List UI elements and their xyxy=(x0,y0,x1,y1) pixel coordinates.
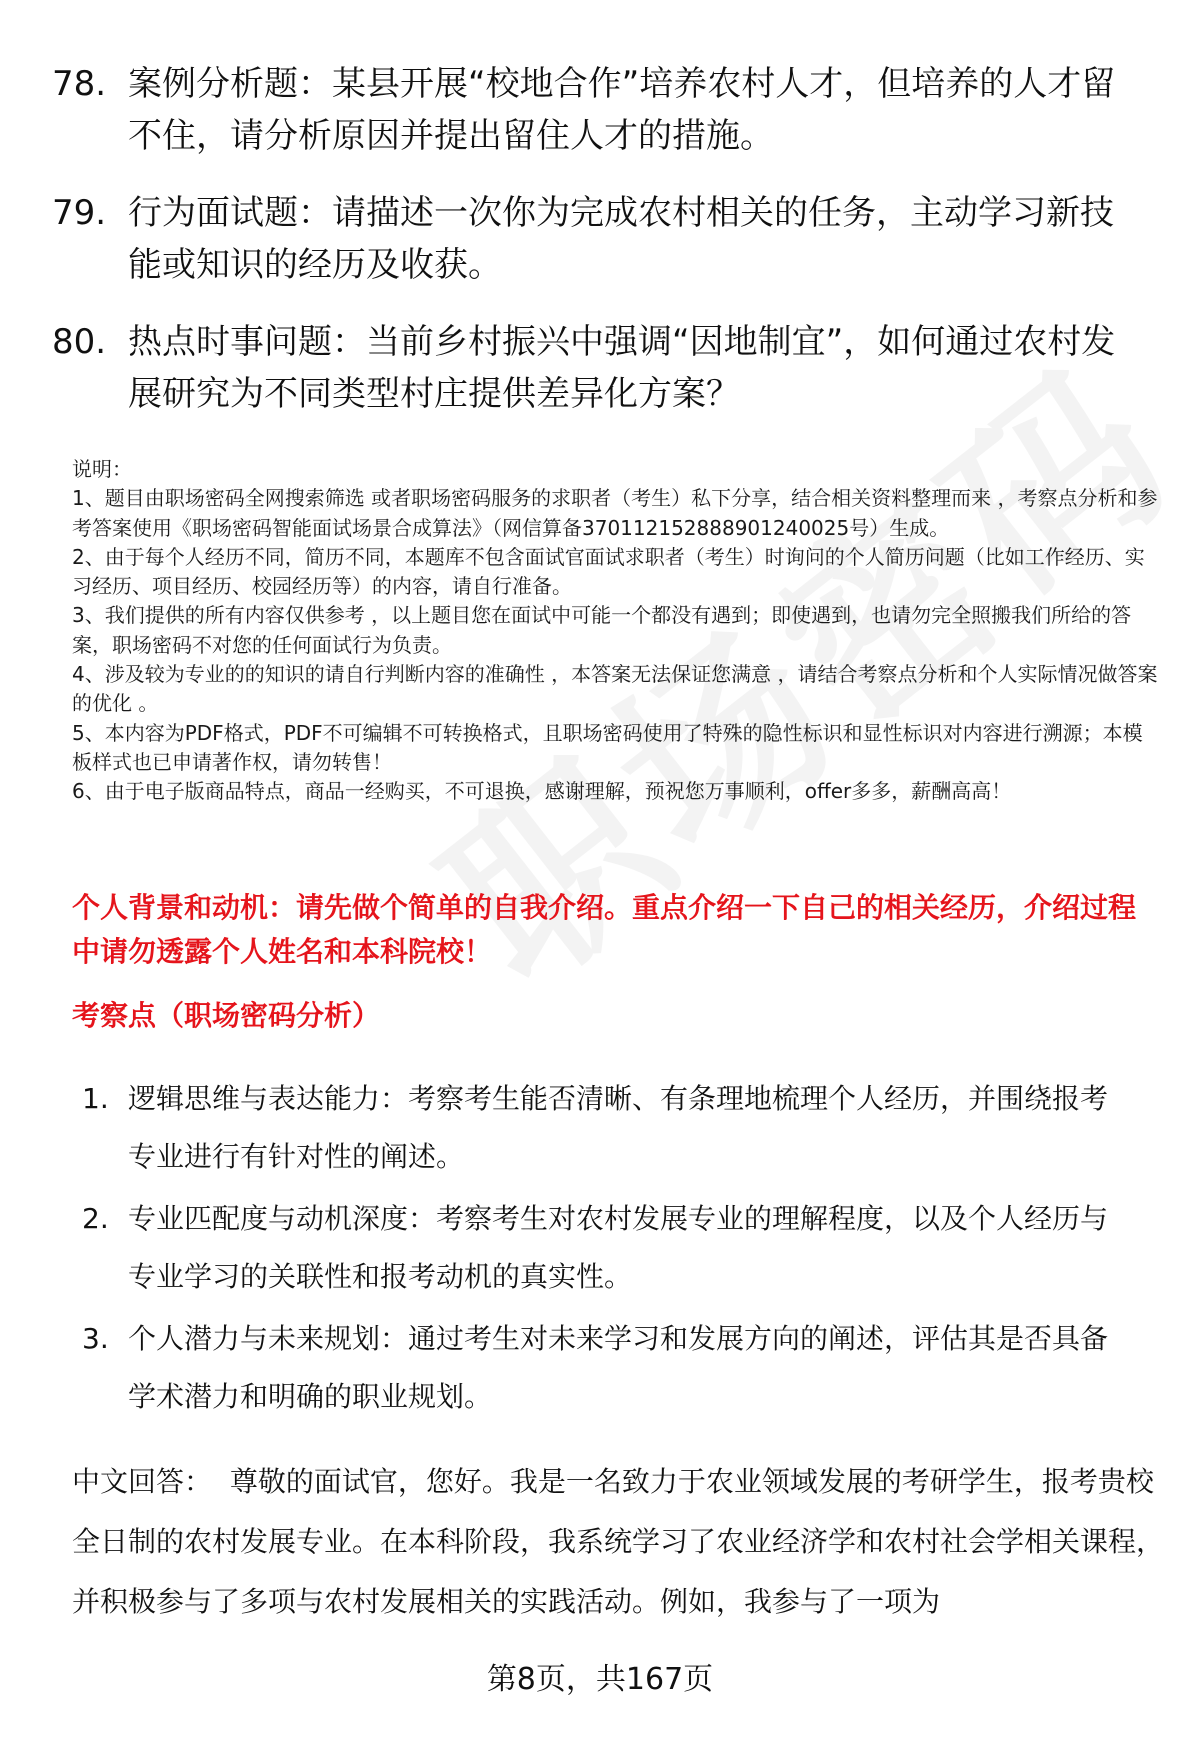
note-item: 5、本内容为PDF格式，PDF不可编辑不可转换格式，且职场密码使用了特殊的隐性标识和显性标识对内容进行溯源；本模板样式也已申请著作权，请勿转售！ xyxy=(72,720,1143,774)
point-text: 个人潜力与未来规划：通过考生对未来学习和发展方向的阐述，评估其是否具备学术潜力和明确的职业规划。 xyxy=(128,1322,1109,1413)
question-number: 79. xyxy=(52,193,107,233)
question-text: 热点时事问题：当前乡村振兴中强调“因地制宜”，如何通过农村发展研究为不同类型村庄提供差异化方案？ xyxy=(128,322,1116,414)
analysis-point-list xyxy=(82,1070,1162,1430)
analysis-point xyxy=(82,1070,1162,1186)
analysis-point xyxy=(82,1190,1162,1306)
question-item xyxy=(52,316,1152,420)
section-heading: 个人背景和动机：请先做个简单的自我介绍。重点介绍一下自己的相关经历，介绍过程中请勿透露个人姓名和本科院校！ xyxy=(72,891,1137,968)
analysis-heading: 考察点（职场密码分析） xyxy=(72,999,381,1032)
point-text: 专业匹配度与动机深度：考察考生对农村发展专业的理解程度，以及个人经历与专业学习的关联性和报考动机的真实性。 xyxy=(128,1202,1109,1293)
question-number: 78. xyxy=(52,64,107,104)
question-item xyxy=(52,187,1152,291)
note-item: 3、我们提供的所有内容仅供参考 ，以上题目您在面试中可能一个都没有遇到；即使遇到，也请勿完全照搬我们所给的答案，职场密码不对您的任何面试行为负责。 xyxy=(72,603,1132,657)
point-number: 3. xyxy=(82,1322,109,1355)
point-text: 逻辑思维与表达能力：考察考生能否清晰、有条理地梳理个人经历，并围绕报考专业进行有针对性的阐述。 xyxy=(128,1082,1109,1173)
question-list xyxy=(52,58,1152,445)
point-number: 1. xyxy=(82,1082,109,1115)
question-number: 80. xyxy=(52,322,107,362)
question-item xyxy=(52,58,1152,162)
note-item: 2、由于每个人经历不同，简历不同，本题库不包含面试官面试求职者（考生）时询问的个人简历问题（比如工作经历、实习经历、项目经历、校园经历等）的内容，请自行准备。 xyxy=(72,544,1145,599)
page-footer: 第8页，共167页 xyxy=(486,1662,714,1697)
note-item: 1、题目由职场密码全网搜索筛选 或者职场密码服务的求职者（考生）私下分享，结合相关资料整理而来 ，考察点分析和参考答案使用《职场密码智能面试场景合成算法》（网信算备370112152888901240025号）生成。 xyxy=(72,486,1158,540)
point-number: 2. xyxy=(82,1202,109,1235)
answer-label: 中文回答： xyxy=(72,1465,213,1498)
question-text: 行为面试题：请描述一次你为完成农村相关的任务，主动学习新技能或知识的经历及收获。 xyxy=(128,193,1114,285)
notes-title: 说明： xyxy=(72,457,132,481)
note-item: 6、由于电子版商品特点，商品一经购买，不可退换，感谢理解，预祝您万事顺利，offer多多，薪酬高高！ xyxy=(72,779,1012,804)
answer-paragraph xyxy=(72,1452,1164,1632)
question-text: 案例分析题：某县开展“校地合作”培养农村人才，但培养的人才留不住，请分析原因并提出留住人才的措施。 xyxy=(128,64,1116,156)
disclaimer-notes xyxy=(72,455,1162,807)
note-item: 4、涉及较为专业的的知识的请自行判断内容的准确性 ，本答案无法保证您满意 ，请结合考察点分析和个人实际情况做答案的优化 。 xyxy=(72,662,1158,716)
analysis-point xyxy=(82,1310,1162,1426)
answer-text: 尊敬的面试官，您好。我是一名致力于农业领域发展的考研学生，报考贵校全日制的农村发展专业。在本科阶段，我系统学习了农业经济学和农村社会学相关课程，并积极参与了多项与农村发展相关的实践活动。例如，我参与了一项为 xyxy=(72,1465,1165,1618)
